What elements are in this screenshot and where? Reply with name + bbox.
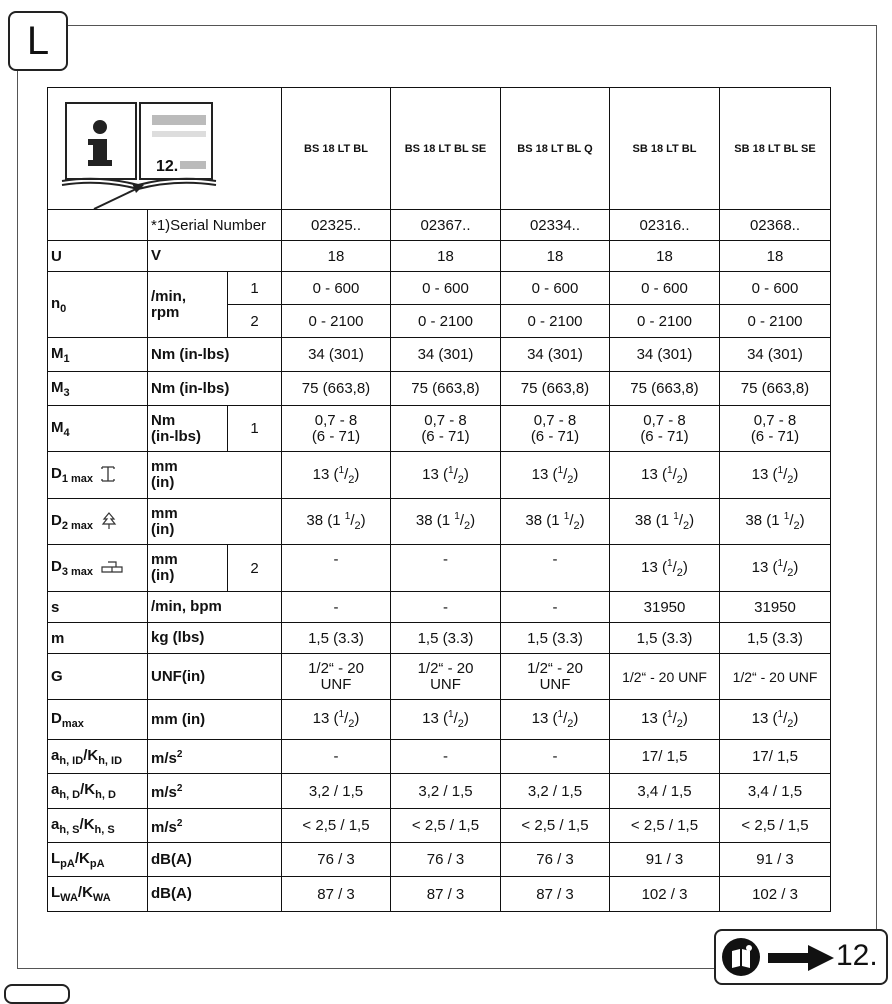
cell: 1/2“ - 20 UNF <box>501 654 610 700</box>
cell: - <box>501 545 610 592</box>
cell: 0,7 - 8 (6 - 71) <box>391 406 501 452</box>
row-symbol: $M_4$ <box>48 406 148 452</box>
cell: 18 <box>282 241 391 272</box>
cell: - <box>391 592 501 623</box>
cell: 02316.. <box>610 210 720 241</box>
gear-number: 2 <box>228 305 282 338</box>
cell: 31950 <box>720 592 831 623</box>
row-unit: dB(A) <box>148 843 282 877</box>
cell: 13 $(^1/_2)$ <box>610 452 720 499</box>
cell: 02334.. <box>501 210 610 241</box>
cell: 75 (663,8) <box>720 372 831 406</box>
row-symbol: $a_{h, S}/K_{h, S}$ <box>48 809 148 843</box>
cell: 13 $(^1/_2)$ <box>282 452 391 499</box>
table-row <box>48 499 831 545</box>
cell: 1,5 (3.3) <box>282 623 391 654</box>
cell: 38 (1 $^1/_2$) <box>501 499 610 545</box>
info-page-ref: 12. <box>156 158 179 175</box>
cell: 31950 <box>610 592 720 623</box>
cell: 87 / 3 <box>391 877 501 912</box>
info-cell <box>48 88 282 210</box>
cell: 0 - 2100 <box>391 305 501 338</box>
cell: < 2,5 / 1,5 <box>282 809 391 843</box>
cell: 38 (1 $^1/_2$) <box>282 499 391 545</box>
next-section-tab <box>4 984 70 1004</box>
cell: 13 $(^1/_2)$ <box>720 452 831 499</box>
row-unit: Nm (in-lbs) <box>148 372 282 406</box>
cell: 34 (301) <box>610 338 720 372</box>
cell: 0 - 2100 <box>501 305 610 338</box>
table-row <box>48 700 831 740</box>
row-symbol: $D_{3 max}$ <box>48 545 148 592</box>
cell: < 2,5 / 1,5 <box>720 809 831 843</box>
cell: 1/2“ - 20 UNF <box>720 654 831 700</box>
model-header-5: SB 18 LT BL SE <box>720 88 831 210</box>
row-unit: mm (in) <box>148 452 282 499</box>
cell: 1/2“ - 20 UNF <box>282 654 391 700</box>
table-row <box>48 592 831 623</box>
row-symbol: $M_3$ <box>48 372 148 406</box>
cell: 1,5 (3.3) <box>391 623 501 654</box>
cell: 34 (301) <box>720 338 831 372</box>
cell: 17/ 1,5 <box>610 740 720 774</box>
cell: 91 / 3 <box>720 843 831 877</box>
cell: 76 / 3 <box>282 843 391 877</box>
steel-beam-icon <box>101 466 115 482</box>
table-row <box>48 740 831 774</box>
cell: 18 <box>720 241 831 272</box>
row-unit: Nm (in-lbs) <box>148 406 228 452</box>
table-row <box>48 338 831 372</box>
table-row <box>48 843 831 877</box>
cell: 75 (663,8) <box>391 372 501 406</box>
cell: 3,2 / 1,5 <box>282 774 391 809</box>
cell: 34 (301) <box>282 338 391 372</box>
cell: - <box>282 592 391 623</box>
table-row <box>48 623 831 654</box>
cell: 13 $(^1/_2)$ <box>720 545 831 592</box>
model-header-3: BS 18 LT BL Q <box>501 88 610 210</box>
cell: 0,7 - 8 (6 - 71) <box>720 406 831 452</box>
model-header-4: SB 18 LT BL <box>610 88 720 210</box>
row-unit: Nm (in-lbs) <box>148 338 282 372</box>
cell: 13 $(^1/_2)$ <box>501 700 610 740</box>
cell: 18 <box>610 241 720 272</box>
row-unit: UNF(in) <box>148 654 282 700</box>
section-tab: L <box>8 11 68 71</box>
row-symbol: $L_{WA}/K_{WA}$ <box>48 877 148 912</box>
model-header-1: BS 18 LT BL <box>282 88 391 210</box>
table-row <box>48 406 831 452</box>
table-row <box>48 241 831 272</box>
cell: 02325.. <box>282 210 391 241</box>
cell: 13 $(^1/_2)$ <box>720 700 831 740</box>
cell: < 2,5 / 1,5 <box>391 809 501 843</box>
cell: 75 (663,8) <box>282 372 391 406</box>
row-unit: mm (in) <box>148 700 282 740</box>
row-symbol: $a_{h, D}/K_{h, D}$ <box>48 774 148 809</box>
cell: 0 - 600 <box>501 272 610 305</box>
table-row <box>48 272 831 305</box>
row-symbol: $M_1$ <box>48 338 148 372</box>
table-row <box>48 372 831 406</box>
row-unit: /min, bpm <box>148 592 282 623</box>
cell: 0 - 2100 <box>610 305 720 338</box>
table-row <box>48 877 831 912</box>
goto-page-box <box>714 929 888 985</box>
spec-table <box>47 87 831 912</box>
cell: 1/2“ - 20 UNF <box>391 654 501 700</box>
cell: 13 $(^1/_2)$ <box>391 700 501 740</box>
cell: - <box>391 545 501 592</box>
cell: 18 <box>391 241 501 272</box>
cell: - <box>501 592 610 623</box>
cell: 1,5 (3.3) <box>501 623 610 654</box>
goto-page-ref: 12. <box>836 939 878 972</box>
cell: 3,2 / 1,5 <box>501 774 610 809</box>
row-unit: /min, rpm <box>148 272 228 338</box>
row-unit: mm (in) <box>148 545 228 592</box>
cell: 18 <box>501 241 610 272</box>
cell: 75 (663,8) <box>501 372 610 406</box>
cell: 02367.. <box>391 210 501 241</box>
row-symbol: m <box>48 623 148 654</box>
row-symbol: $D_{2 max}$ <box>48 499 148 545</box>
cell: 38 (1 $^1/_2$) <box>610 499 720 545</box>
cell: 0 - 600 <box>282 272 391 305</box>
gear-number: 2 <box>228 545 282 592</box>
row-symbol: $D_{1 max}$ <box>48 452 148 499</box>
cell: 102 / 3 <box>610 877 720 912</box>
cell: 17/ 1,5 <box>720 740 831 774</box>
cell: 3,4 / 1,5 <box>610 774 720 809</box>
table-row <box>48 545 831 592</box>
cell: 1,5 (3.3) <box>610 623 720 654</box>
row-symbol: $a_{h, ID}/K_{h, ID}$ <box>48 740 148 774</box>
cell: 34 (301) <box>501 338 610 372</box>
wood-tree-icon <box>101 512 117 530</box>
cell: 91 / 3 <box>610 843 720 877</box>
cell: 1,5 (3.3) <box>720 623 831 654</box>
cell: 13 $(^1/_2)$ <box>501 452 610 499</box>
cell: 1/2“ - 20 UNF <box>610 654 720 700</box>
gear-number: 1 <box>228 272 282 305</box>
cell: 38 (1 $^1/_2$) <box>720 499 831 545</box>
cell: 0 - 600 <box>720 272 831 305</box>
cell: 13 $(^1/_2)$ <box>610 700 720 740</box>
table-row <box>48 452 831 499</box>
row-symbol: s <box>48 592 148 623</box>
cell: 13 $(^1/_2)$ <box>282 700 391 740</box>
row-unit: $m/s^2$ <box>148 774 282 809</box>
serial-label: *1)Serial Number <box>148 210 282 241</box>
cell: 0 - 2100 <box>720 305 831 338</box>
model-header-2: BS 18 LT BL SE <box>391 88 501 210</box>
header-row <box>48 88 831 210</box>
row-unit: mm (in) <box>148 499 282 545</box>
table-row <box>48 774 831 809</box>
cell: 0,7 - 8 (6 - 71) <box>501 406 610 452</box>
row-unit: dB(A) <box>148 877 282 912</box>
cell: 34 (301) <box>391 338 501 372</box>
cell: 13 $(^1/_2)$ <box>391 452 501 499</box>
cell: 76 / 3 <box>501 843 610 877</box>
cell: 0 - 2100 <box>282 305 391 338</box>
cell: - <box>391 740 501 774</box>
cell: 0,7 - 8 (6 - 71) <box>282 406 391 452</box>
cell: 3,4 / 1,5 <box>720 774 831 809</box>
table-row <box>48 210 831 241</box>
cell: 13 $(^1/_2)$ <box>610 545 720 592</box>
cell: - <box>282 740 391 774</box>
cell: 87 / 3 <box>282 877 391 912</box>
arrow-right-icon <box>768 945 834 971</box>
cell: 102 / 3 <box>720 877 831 912</box>
cell: 0 - 600 <box>391 272 501 305</box>
cell: 3,2 / 1,5 <box>391 774 501 809</box>
table-row <box>48 809 831 843</box>
cell: - <box>501 740 610 774</box>
cell: 76 / 3 <box>391 843 501 877</box>
cell: 0,7 - 8 (6 - 71) <box>610 406 720 452</box>
cell: 02368.. <box>720 210 831 241</box>
row-symbol: $L_{pA}/K_{pA}$ <box>48 843 148 877</box>
cell: 75 (663,8) <box>610 372 720 406</box>
info-book-icon <box>48 89 278 209</box>
row-symbol: $D_{max}$ <box>48 700 148 740</box>
row-symbol: G <box>48 654 148 700</box>
row-unit: $m/s^2$ <box>148 740 282 774</box>
cell: 0 - 600 <box>610 272 720 305</box>
row-symbol: $n_0$ <box>48 272 148 338</box>
cell: < 2,5 / 1,5 <box>501 809 610 843</box>
cell: 38 (1 $^1/_2$) <box>391 499 501 545</box>
cell: < 2,5 / 1,5 <box>610 809 720 843</box>
cell: 87 / 3 <box>501 877 610 912</box>
row-unit: kg (lbs) <box>148 623 282 654</box>
row-unit: $m/s^2$ <box>148 809 282 843</box>
table-row <box>48 654 831 700</box>
row-unit: V <box>148 241 282 272</box>
brick-masonry-icon <box>101 561 123 573</box>
gear-number: 1 <box>228 406 282 452</box>
cell: - <box>282 545 391 592</box>
read-manual-icon <box>721 937 761 977</box>
row-symbol: U <box>48 241 148 272</box>
